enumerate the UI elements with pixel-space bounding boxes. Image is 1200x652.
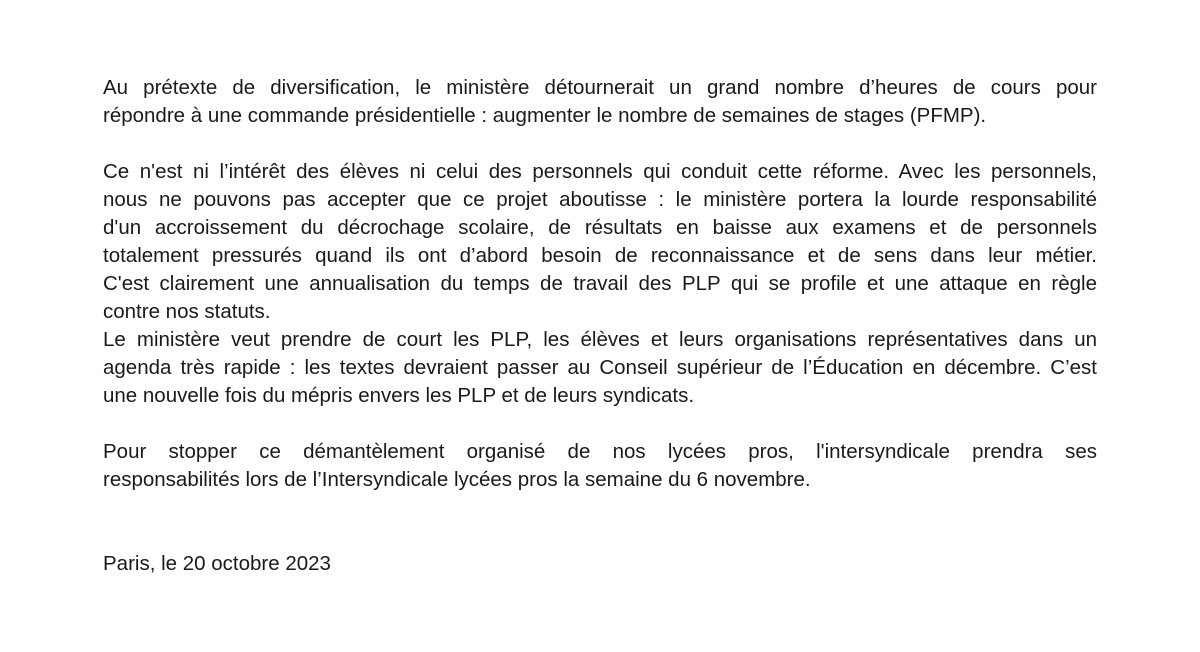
paragraph-line: totalement pressurés quand ils ont d’abord besoin de reconnaissance et de sens dans leur métier. [103, 244, 1097, 267]
paragraph-spacer [103, 130, 1097, 158]
paragraph-line: Ce n'est ni l’intérêt des élèves ni celui des personnels qui conduit cette réforme. Avec les personnels, [103, 160, 1097, 183]
paragraph-line: Le ministère veut prendre de court les PLP, les élèves et leurs organisations représentatives dans un [103, 328, 1097, 351]
paragraph-line: d'un accroissement du décrochage scolaire, de résultats en baisse aux examens et de personnels [103, 216, 1097, 239]
paragraph-line: C'est clairement une annualisation du temps de travail des PLP qui se profile et une attaque en règle [103, 272, 1097, 295]
signature-date: Paris, le 20 octobre 2023 [103, 552, 331, 575]
paragraph-line: contre nos statuts. [103, 300, 271, 323]
document-body [103, 74, 1097, 578]
paragraph-3 [103, 326, 1097, 410]
paragraph-line: répondre à une commande présidentielle : augmenter le nombre de semaines de stages (PFMP). [103, 104, 987, 127]
paragraph-line: agenda très rapide : les textes devraient passer au Conseil supérieur de l’Éducation en décembre. C’est [103, 356, 1097, 379]
signature-spacer [103, 494, 1097, 550]
paragraph-1 [103, 74, 1097, 130]
paragraph-4 [103, 438, 1097, 494]
paragraph-line: Pour stopper ce démantèlement organisé de nos lycées pros, l'intersyndicale prendra ses [103, 440, 1097, 463]
paragraph-line: nous ne pouvons pas accepter que ce projet aboutisse : le ministère portera la lourde responsabilité [103, 188, 1097, 211]
paragraph-line: Au prétexte de diversification, le ministère détournerait un grand nombre d’heures de cours pour [103, 76, 1097, 99]
paragraph-line: responsabilités lors de l’Intersyndicale lycées pros la semaine du 6 novembre. [103, 468, 811, 491]
paragraph-spacer [103, 410, 1097, 438]
paragraph-2 [103, 158, 1097, 326]
paragraph-line: une nouvelle fois du mépris envers les PLP et de leurs syndicats. [103, 384, 695, 407]
